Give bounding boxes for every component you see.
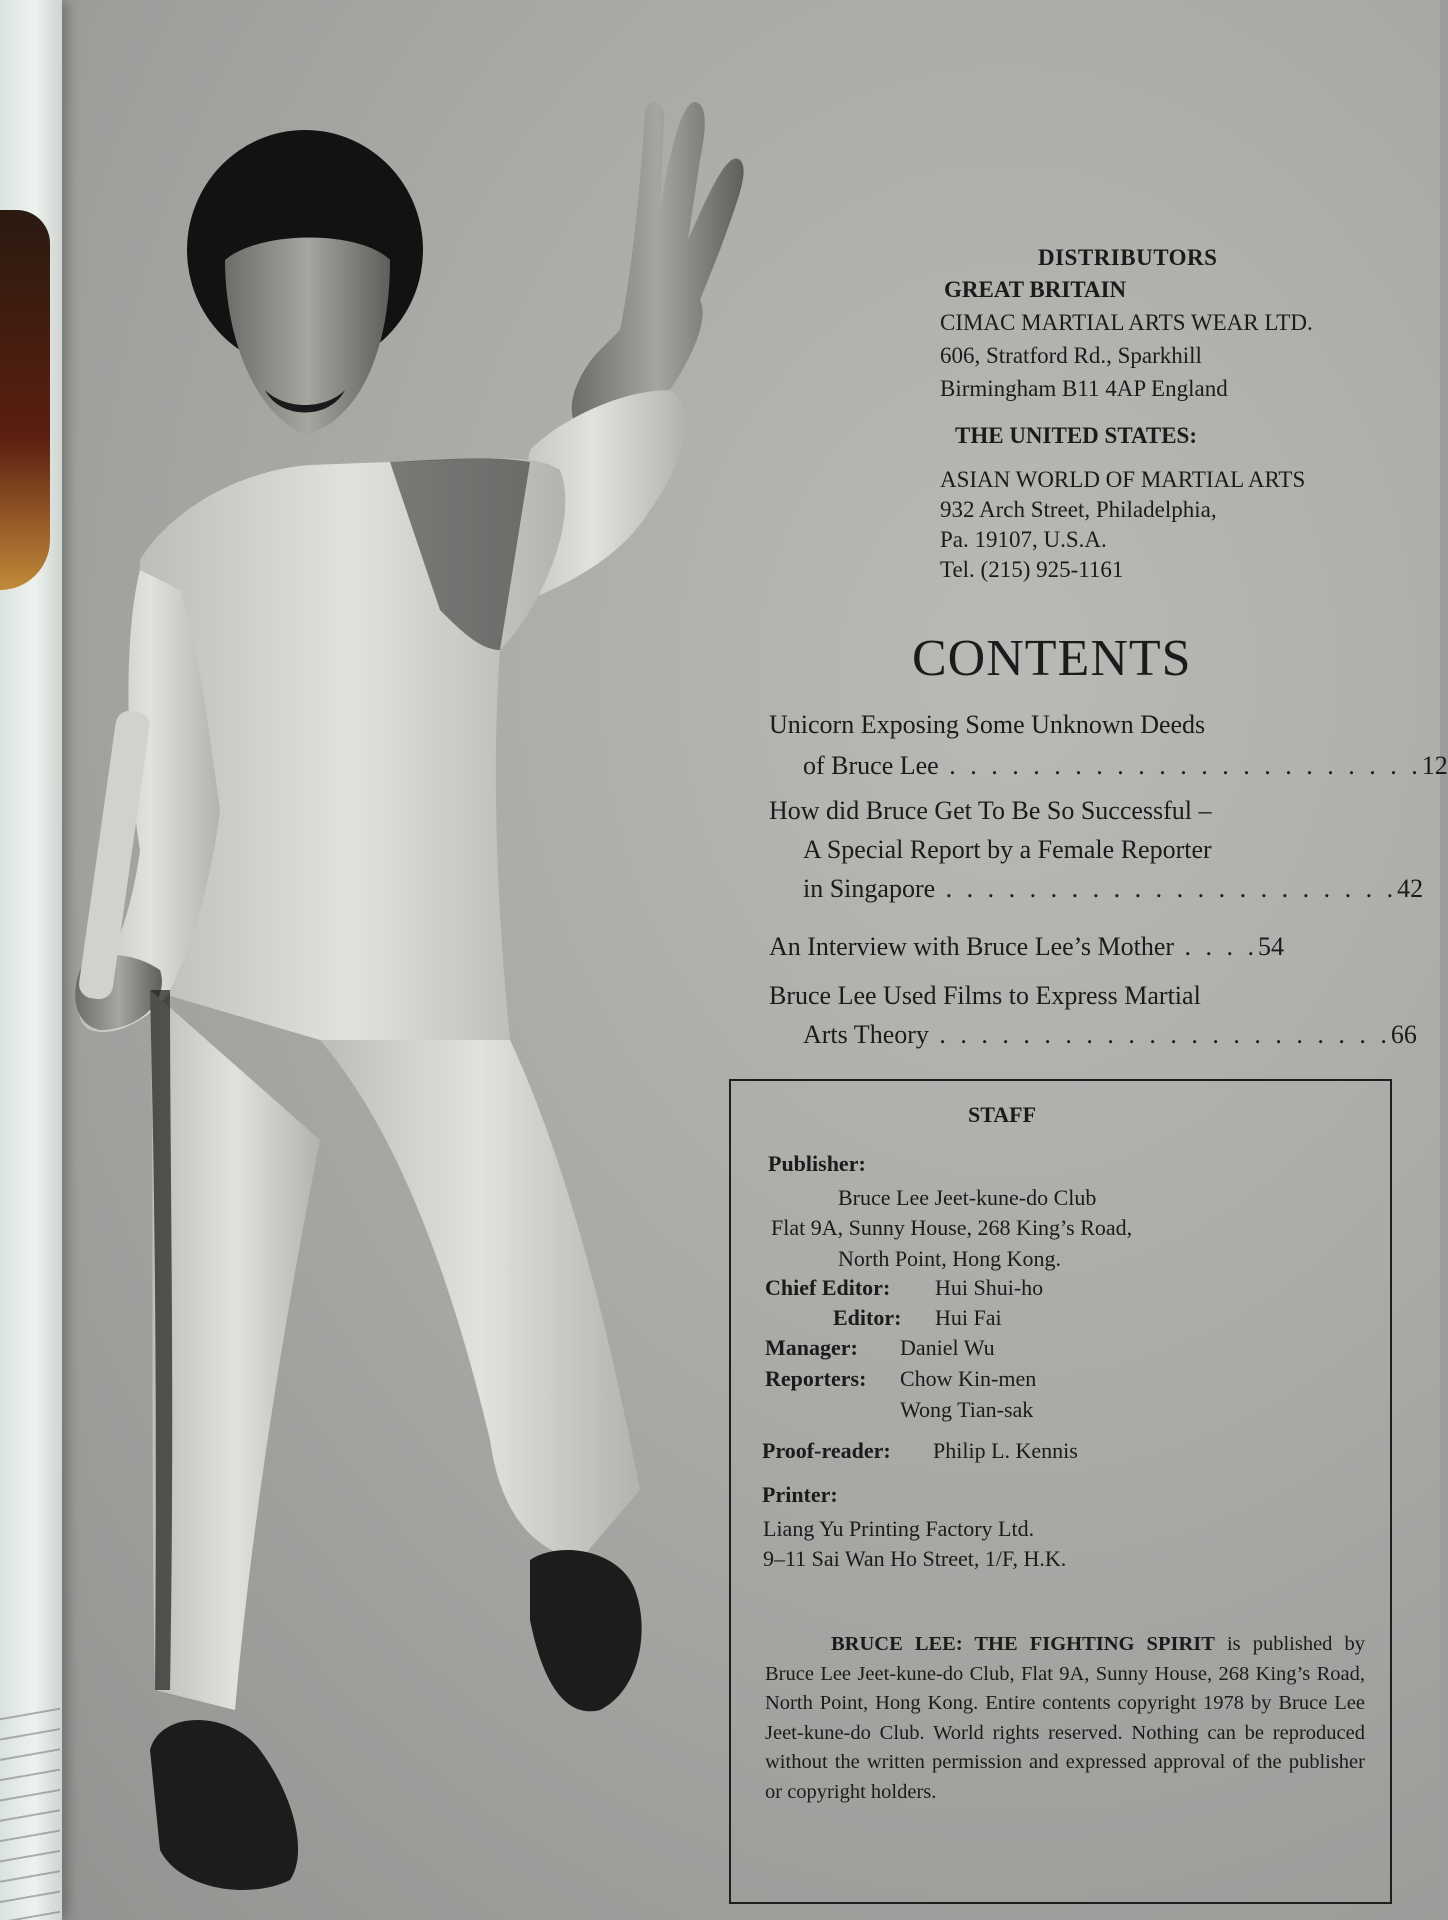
gb-street: 606, Stratford Rd., Sparkhill <box>940 343 1202 368</box>
right-leg <box>320 1040 640 1560</box>
toc-entry-3-page: 54 <box>1258 932 1285 961</box>
editor-name: Hui Fai <box>935 1305 1002 1330</box>
proof-reader-name: Philip L. Kennis <box>933 1438 1078 1463</box>
adjacent-page-image <box>0 210 50 590</box>
left-leg <box>150 990 320 1710</box>
left-shoe <box>150 1720 298 1890</box>
toc-entry-2-line-1: How did Bruce Get To Be So Successful – <box>769 796 1212 825</box>
publisher-name: Bruce Lee Jeet-kune-do Club <box>838 1185 1097 1210</box>
printer-name: Liang Yu Printing Factory Ltd. <box>763 1516 1035 1541</box>
toc-entry-2-line-2: A Special Report by a Female Reporter <box>803 835 1212 864</box>
publisher-address-1: Flat 9A, Sunny House, 268 King’s Road, <box>771 1215 1133 1240</box>
toc-entry-1-line-2: of Bruce Lee . . . . . . . . . . . . . . . . . . . . . . .12 <box>803 751 1448 780</box>
adjacent-page-text <box>0 1700 60 1920</box>
toc-entry-1-line-1: Unicorn Exposing Some Unknown Deeds <box>769 710 1206 739</box>
copyright-notice <box>765 1630 1365 1807</box>
toc-entry-2-page: 42 <box>1397 874 1424 903</box>
reporter-2: Wong Tian-sak <box>900 1397 1034 1422</box>
raised-hand <box>572 102 744 430</box>
toc-entry-4-page: 66 <box>1390 1020 1417 1049</box>
us-street: 932 Arch Street, Philadelphia, <box>940 497 1217 522</box>
magazine-title: BRUCE LEE: THE FIGHTING SPIRIT <box>831 1633 1215 1655</box>
distributors-heading: DISTRIBUTORS <box>1038 245 1218 270</box>
toc-entry-4-line-1: Bruce Lee Used Films to Express Martial <box>769 981 1201 1010</box>
proof-reader-label: Proof-reader: <box>762 1438 891 1463</box>
toc-entry-2-line-3: in Singapore . . . . . . . . . . . . . . . . . . . . . .42 <box>803 874 1424 903</box>
chief-editor-name: Hui Shui-ho <box>935 1275 1044 1300</box>
us-heading: THE UNITED STATES: <box>955 423 1197 448</box>
reporters-label: Reporters: <box>765 1366 867 1391</box>
gb-city: Birmingham B11 4AP England <box>940 376 1228 401</box>
toc-entry-3-line-1: An Interview with Bruce Lee’s Mother . . . .54 <box>769 932 1285 961</box>
adjacent-page-edge <box>0 0 62 1920</box>
contents-title: CONTENTS <box>912 630 1192 687</box>
reporter-1: Chow Kin-men <box>900 1366 1037 1391</box>
printer-label: Printer: <box>762 1482 838 1507</box>
gb-company: CIMAC MARTIAL ARTS WEAR LTD. <box>940 310 1313 335</box>
us-phone: Tel. (215) 925-1161 <box>940 557 1124 582</box>
chief-editor-label: Chief Editor: <box>765 1275 891 1300</box>
toc-entry-1-page: 12 <box>1421 751 1448 780</box>
printer-address: 9–11 Sai Wan Ho Street, 1/F, H.K. <box>763 1546 1067 1571</box>
us-company: ASIAN WORLD OF MARTIAL ARTS <box>940 467 1306 492</box>
manager-name: Daniel Wu <box>900 1335 995 1360</box>
great-britain-heading: GREAT BRITAIN <box>944 277 1127 302</box>
us-city: Pa. 19107, U.S.A. <box>940 527 1107 552</box>
right-shoe <box>530 1550 642 1711</box>
staff-title: STAFF <box>968 1102 1037 1127</box>
manager-label: Manager: <box>765 1335 858 1360</box>
copyright-text: is published by Bruce Lee Jeet-kune-do Club, Flat 9A, Sunny House, 268 King’s Road, North Point, Hong Kong. Entire contents copyright 1978 by Bruce Lee Jeet-kune-do Club. World rights reserved. Nothing can be reproduced without the written permission and expressed approval of the publisher or copyright holders. <box>765 1633 1365 1803</box>
publisher-label: Publisher: <box>768 1151 866 1176</box>
toc-entry-4-line-2: Arts Theory . . . . . . . . . . . . . . . . . . . . . .66 <box>803 1020 1417 1049</box>
publisher-address-2: North Point, Hong Kong. <box>838 1246 1062 1271</box>
editor-label: Editor: <box>833 1305 902 1330</box>
